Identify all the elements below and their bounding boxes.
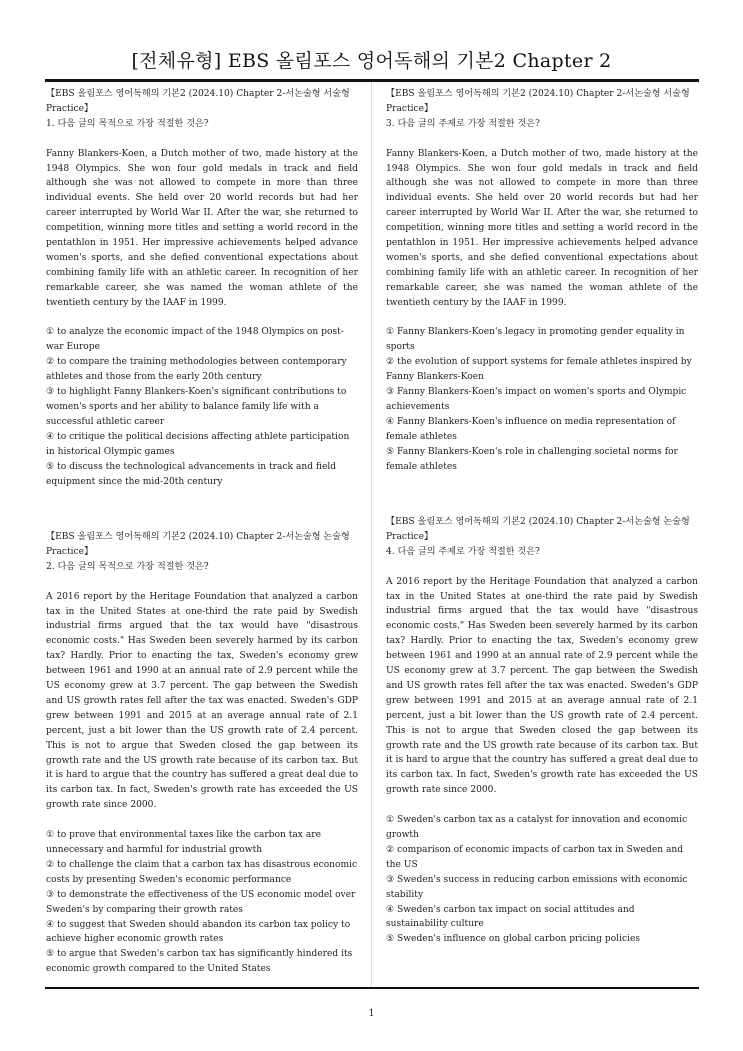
choice-4: ④ Fanny Blankers-Koen's influence on media representation of female athletes (386, 416, 676, 442)
question-2 (46, 530, 358, 977)
answer-choices (386, 325, 698, 474)
question-source: 【EBS 올림포스 영어독해의 기본2 (2024.10) Chapter 2-서논술형 논술형 Practice】 (46, 532, 350, 557)
choice-1: ① Fanny Blankers-Koen's legacy in promoting gender equality in sports (386, 327, 685, 353)
question-passage: A 2016 report by the Heritage Foundation that analyzed a carbon tax in the United States at one-third the rate paid by Swedish industrial firms argued that the tax would have "disastrous economic costs." Has Sweden been severely harmed by its carbon tax? Hardly. Prior to enacting the tax, Sweden's economy grew between 1961 and 1990 at an annual rate of 2.9 percent while the US economy grew at 3.7 percent. The gap between the Swedish and US growth rates fell after the tax was enacted. Sweden's GDP grew between 1991 and 2015 at an average annual rate of 2.1 percent, just a bit lower than the US growth rate of 2.4 percent. This is not to argue that Sweden closed the gap between its growth rate and the US growth rate because of its carbon tax. But it is hard to argue that the country has suffered a great deal due to its carbon tax. In fact, Sweden's growth rate has exceeded the US growth rate since 2000. (46, 591, 358, 811)
question-prompt: 4. 다음 글의 주제로 가장 적절한 것은? (386, 546, 540, 557)
choice-4: ④ to critique the political decisions affecting athlete participation in historical Olympic games (46, 431, 350, 457)
choice-5: ⑤ to discuss the technological advancements in track and field equipment since the mid-20th century (46, 461, 337, 487)
top-rule (45, 79, 699, 82)
question-passage: A 2016 report by the Heritage Foundation that analyzed a carbon tax in the United States at one-third the rate paid by Swedish industrial firms argued that the tax would have "disastrous economic costs." Has Sweden been severely harmed by its carbon tax? Hardly. Prior to enacting the tax, Sweden's economy grew between 1961 and 1990 at an annual rate of 2.9 percent while the US economy grew at 3.7 percent. The gap between the Swedish and US growth rates fell after the tax was enacted. Sweden's GDP grew between 1991 and 2015 at an average annual rate of 2.1 percent, just a bit lower than the US growth rate of 2.4 percent. This is not to argue that Sweden closed the gap between its growth rate and the US growth rate because of its carbon tax. But it is hard to argue that the country has suffered a great deal due to its carbon tax. In fact, Sweden's growth rate has exceeded the US growth rate since 2000. (386, 576, 698, 796)
bottom-rule (45, 987, 699, 989)
choice-5: ⑤ Fanny Blankers-Koen's role in challenging societal norms for female athletes (386, 446, 678, 472)
choice-3: ③ Sweden's success in reducing carbon emissions with economic stability (386, 874, 688, 900)
choice-1: ① to analyze the economic impact of the 1948 Olympics on post-war Europe (46, 327, 344, 353)
question-1 (46, 87, 358, 489)
question-4 (386, 515, 698, 947)
question-source: 【EBS 올림포스 영어독해의 기본2 (2024.10) Chapter 2-서논술형 서술형 Practice】 (46, 89, 350, 114)
question-source: 【EBS 올림포스 영어독해의 기본2 (2024.10) Chapter 2-서논술형 논술형 Practice】 (386, 517, 690, 542)
question-prompt: 3. 다음 글의 주제로 가장 적절한 것은? (386, 118, 540, 129)
page-number: 1 (368, 1008, 375, 1019)
choice-3: ③ to demonstrate the effectiveness of the US economic model over Sweden's by comparing their growth rates (46, 889, 356, 915)
question-prompt: 2. 다음 글의 목적으로 가장 적절한 것은? (46, 561, 209, 572)
answer-choices (46, 325, 358, 489)
question-passage: Fanny Blankers-Koen, a Dutch mother of two, made history at the 1948 Olympics. She won four gold medals in track and field although she was not allowed to compete in more than three individual events. She held over 20 world records but had her career interrupted by World War II. After the war, she returned to competition, winning more titles and setting a world record in the pentathlon in 1951. Her impressive achievements helped advance women's sports, and she defied conventional expectations about combining family life with an athletic career. In recognition of her remarkable career, she was named the woman athlete of the twentieth century by the IAAF in 1999. (386, 148, 698, 308)
choice-3: ③ Fanny Blankers-Koen's impact on women's sports and Olympic achievements (386, 387, 687, 412)
question-source: 【EBS 올림포스 영어독해의 기본2 (2024.10) Chapter 2-서논술형 서술형 Practice】 (386, 89, 690, 114)
choice-2: ② comparison of economic impacts of carbon tax in Sweden and the US (386, 844, 684, 870)
choice-5: ⑤ Sweden's influence on global carbon pricing policies (386, 934, 641, 945)
choice-5: ⑤ to argue that Sweden's carbon tax has significantly hindered its economic growth compared to the United States (46, 949, 353, 975)
choice-4: ④ to suggest that Sweden should abandon its carbon tax policy to achieve higher economic growth rates (46, 919, 351, 945)
choice-4: ④ Sweden's carbon tax impact on social attitudes and sustainability culture (386, 904, 635, 930)
choice-1: ① to prove that environmental taxes like the carbon tax are unnecessary and harmful for industrial growth (46, 830, 321, 855)
question-3 (386, 87, 698, 475)
choice-3: ③ to highlight Fanny Blankers-Koen's significant contributions to women's sports and her ability to balance family life with a successful athletic career (46, 387, 347, 427)
choice-1: ① Sweden's carbon tax as a catalyst for innovation and economic growth (386, 815, 688, 840)
column-divider (371, 82, 372, 987)
answer-choices (46, 828, 358, 977)
choice-2: ② to compare the training methodologies between contemporary athletes and those from the early 20th century (46, 357, 347, 383)
question-passage: Fanny Blankers-Koen, a Dutch mother of two, made history at the 1948 Olympics. She won four gold medals in track and field although she was not allowed to compete in more than three individual events. She held over 20 world records but had her career interrupted by World War II. After the war, she returned to competition, winning more titles and setting a world record in the pentathlon in 1951. Her impressive achievements helped advance women's sports, and she defied conventional expectations about combining family life with an athletic career. In recognition of her remarkable career, she was named the woman athlete of the twentieth century by the IAAF in 1999. (46, 148, 358, 308)
choice-2: ② to challenge the claim that a carbon tax has disastrous economic costs by presenting Sweden's economic performance (46, 859, 358, 885)
question-prompt: 1. 다음 글의 목적으로 가장 적절한 것은? (46, 118, 209, 129)
answer-choices (386, 813, 698, 947)
page-title: [전체유형] EBS 올림포스 영어독해의 기본2 Chapter 2 (131, 50, 612, 72)
choice-2: ② the evolution of support systems for female athletes inspired by Fanny Blankers-Koen (386, 357, 692, 383)
